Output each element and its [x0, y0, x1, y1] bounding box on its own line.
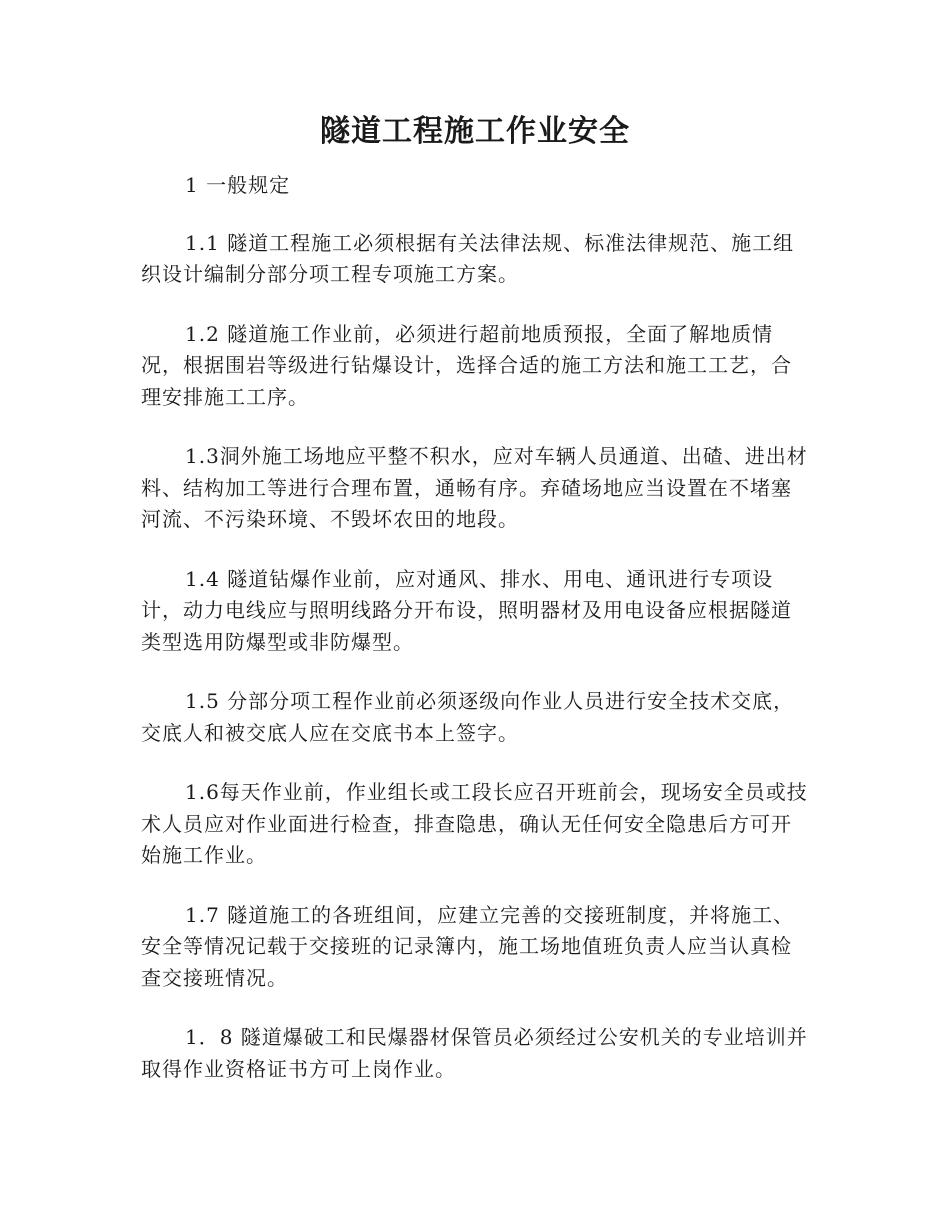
section-heading: 1 一般规定 — [185, 173, 291, 197]
paragraph-1-6: 1.6每天作业前，作业组长或工段长应召开班前会，现场安全员或技术人员应对作业面进行检查，排查隐患，确认无任何安全隐患后方可开始施工作业。 — [141, 780, 808, 867]
document-body — [141, 170, 809, 1113]
paragraph-1-8: 1．8 隧道爆破工和民爆器材保管员必须经过公安机关的专业培训并取得作业资格证书方可上岗作业。 — [141, 1025, 808, 1081]
paragraph-1-1: 1.1 隧道工程施工必须根据有关法律法规、标准法律规范、施工组织设计编制分部分项工程专项施工方案。 — [141, 230, 795, 286]
document-title: 隧道工程施工作业安全 — [320, 114, 630, 149]
paragraph-1-5: 1.5 分部分项工程作业前必须逐级向作业人员进行安全技术交底，交底人和被交底人应在交底书本上签字。 — [141, 689, 795, 745]
paragraph-1-2: 1.2 隧道施工作业前，必须进行超前地质预报，全面了解地质情况，根据围岩等级进行钻爆设计，选择合适的施工方法和施工工艺，合理安排施工工序。 — [141, 321, 792, 409]
paragraph-1-4: 1.4 隧道钻爆作业前，应对通风、排水、用电、通讯进行专项设计，动力电线应与照明线路分开布设，照明器材及用电设备应根据隧道类型选用防爆型或非防爆型。 — [141, 566, 792, 654]
paragraph-1-3: 1.3洞外施工场地应平整不积水，应对车辆人员通道、出碴、进出材料、结构加工等进行合理布置，通畅有序。弃碴场地应当设置在不堵塞河流、不污染环境、不毁坏农田的地段。 — [141, 444, 808, 531]
paragraph-1-7: 1.7 隧道施工的各班组间，应建立完善的交接班制度，并将施工、安全等情况记载于交接班的记录簿内，施工场地值班负责人应当认真检查交接班情况。 — [141, 902, 795, 990]
